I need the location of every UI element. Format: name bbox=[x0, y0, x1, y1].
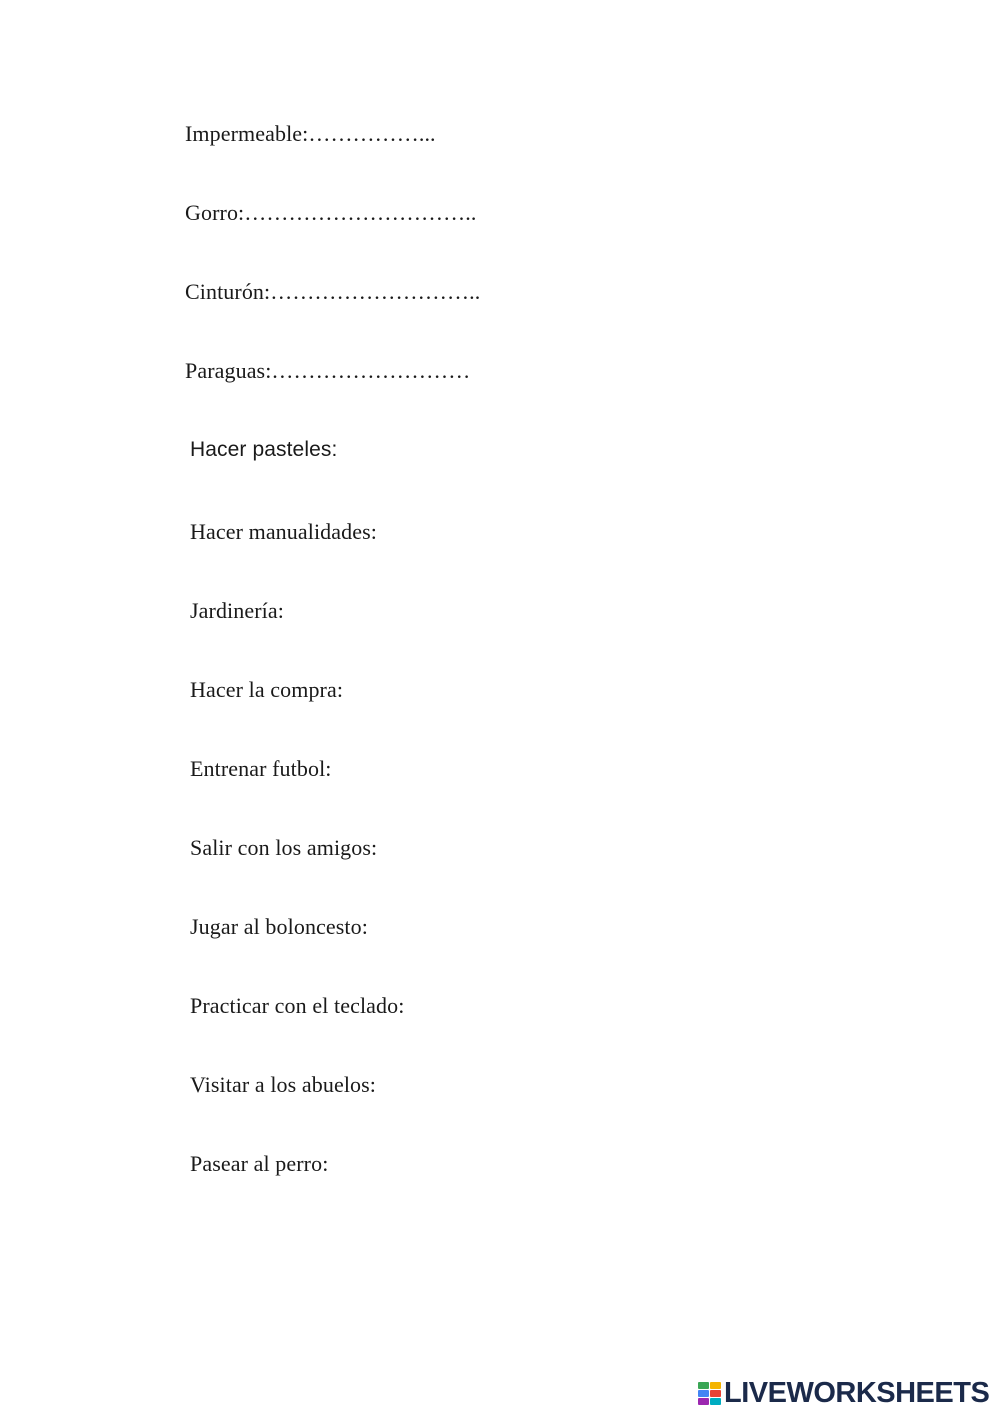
activity-salir-con-amigos: Salir con los amigos: bbox=[190, 835, 378, 860]
activity-jardineria: Jardinería: bbox=[190, 598, 284, 623]
activity-hacer-pasteles: Hacer pasteles: bbox=[190, 438, 338, 461]
clothing-item-cinturon: Cinturón:……………………….. bbox=[185, 279, 481, 304]
logo-square bbox=[710, 1382, 721, 1389]
logo-square bbox=[698, 1390, 709, 1397]
activity-practicar-teclado: Practicar con el teclado: bbox=[190, 993, 405, 1018]
liveworksheets-logo bbox=[697, 1378, 989, 1408]
activity-entrenar-futbol: Entrenar futbol: bbox=[190, 756, 332, 781]
logo-square bbox=[698, 1398, 709, 1405]
logo-text: LIVEWORKSHEETS bbox=[724, 1377, 990, 1409]
activity-pasear-perro: Pasear al perro: bbox=[190, 1151, 329, 1176]
liveworksheets-logo-icon bbox=[697, 1381, 721, 1405]
activity-hacer-manualidades: Hacer manualidades: bbox=[190, 519, 377, 544]
activity-jugar-boloncesto: Jugar al boloncesto: bbox=[190, 914, 368, 939]
logo-square bbox=[710, 1398, 721, 1405]
activity-visitar-abuelos: Visitar a los abuelos: bbox=[190, 1072, 377, 1097]
logo-square bbox=[710, 1390, 721, 1397]
logo-square bbox=[698, 1382, 709, 1389]
clothing-item-paraguas: Paraguas:……………………… bbox=[185, 358, 471, 383]
activity-hacer-la-compra: Hacer la compra: bbox=[190, 677, 344, 702]
clothing-item-gorro: Gorro:………………………….. bbox=[185, 200, 477, 225]
clothing-item-impermeable: Impermeable:……………... bbox=[185, 121, 436, 146]
